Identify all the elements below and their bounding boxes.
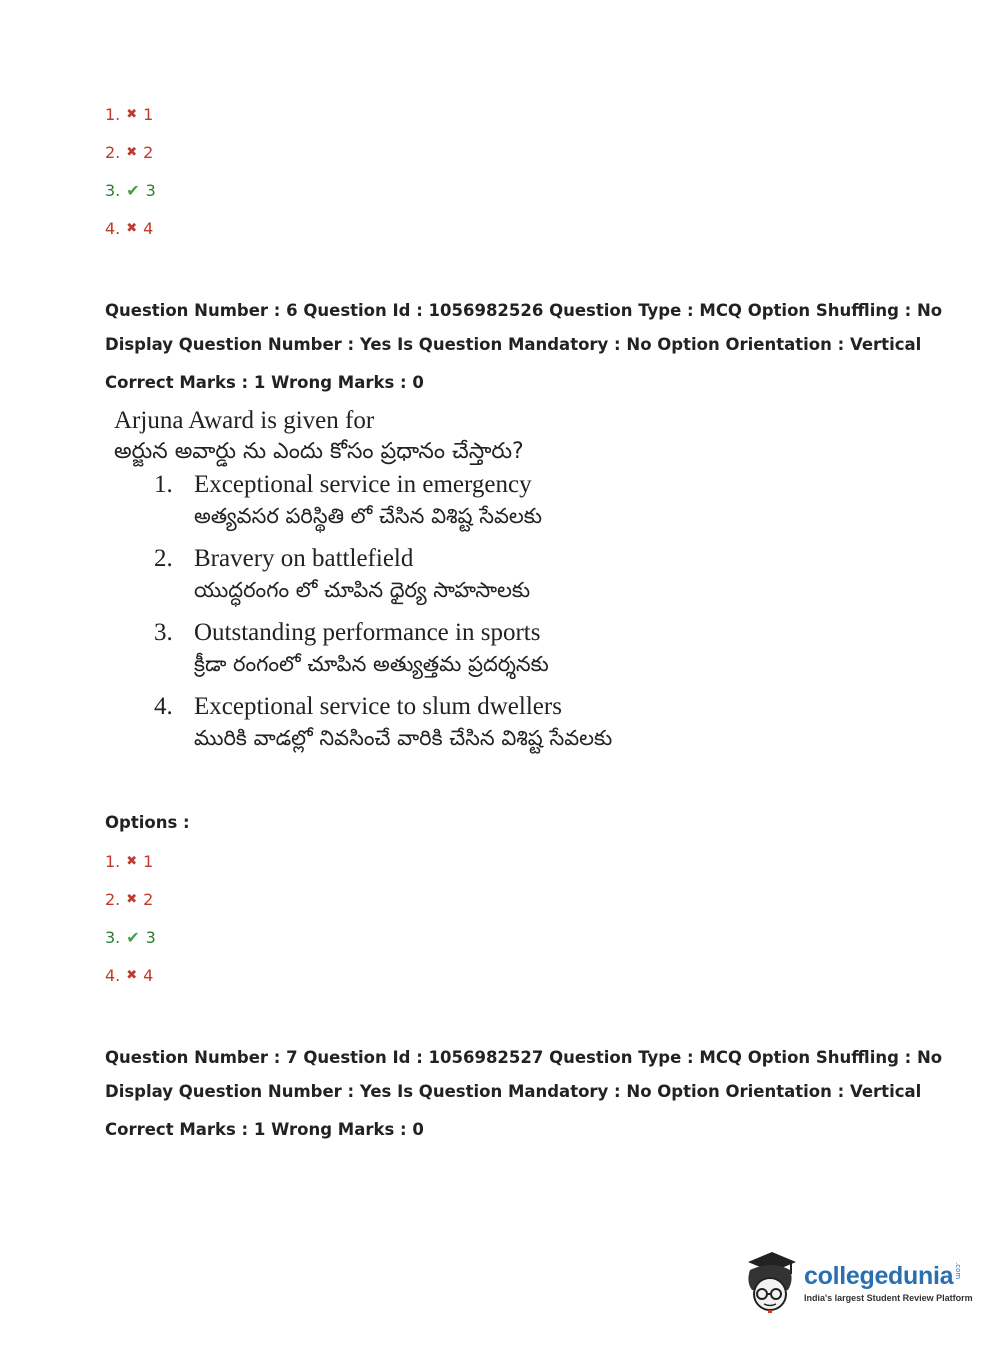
q6-meta-line-2: Display Question Number : Yes Is Question Mandatory : No Option Orientation : Vertical xyxy=(105,335,922,354)
choice-number: 3. xyxy=(154,619,173,646)
check-mark-icon: ✔ xyxy=(126,181,140,200)
wrong-mark-icon: ✖ xyxy=(126,221,138,236)
option-row xyxy=(105,172,156,210)
choice-text-english: Bravery on battlefield xyxy=(194,545,414,572)
option-row xyxy=(105,843,156,881)
wrong-mark-icon: ✖ xyxy=(126,968,138,983)
question-text-telugu: అర్జున అవార్డు ను ఎందు కోసం ప్రధానం చేస్తారు? xyxy=(114,439,524,464)
option-number: 4. xyxy=(105,966,121,985)
choice-text-english: Exceptional service to slum dwellers xyxy=(194,693,562,720)
q6-question-block xyxy=(114,405,612,765)
option-row xyxy=(105,134,156,172)
choice-text-telugu: క్రీడా రంగంలో చూపిన అత్యుత్తమ ప్రదర్శనకు xyxy=(194,652,549,676)
brand-tagline: India's largest Student Review Platform xyxy=(804,1292,973,1303)
choice-text-english: Outstanding performance in sports xyxy=(194,619,541,646)
option-number: 3. xyxy=(105,181,121,200)
option-row xyxy=(105,957,156,995)
check-mark-icon: ✔ xyxy=(126,928,140,947)
q7-meta-line-1: Question Number : 7 Question Id : 1056982527 Question Type : MCQ Option Shuffling : No xyxy=(105,1048,943,1067)
collegedunia-logo xyxy=(742,1250,973,1314)
choice-text-english: Exceptional service in emergency xyxy=(194,471,532,498)
previous-question-options xyxy=(105,96,156,248)
choice-number: 1. xyxy=(154,471,173,498)
option-value: 2 xyxy=(143,890,154,909)
brand-name: collegedunia xyxy=(804,1261,954,1290)
question-text-english: Arjuna Award is given for xyxy=(114,407,375,434)
option-value: 1 xyxy=(143,105,154,124)
wrong-mark-icon: ✖ xyxy=(126,107,138,122)
choice-number: 4. xyxy=(154,693,173,720)
q6-meta-line-3: Correct Marks : 1 Wrong Marks : 0 xyxy=(105,373,424,392)
choice-text-telugu: యుద్ధరంగం లో చూపిన ధైర్య సాహసాలకు xyxy=(194,578,531,602)
options-label: Options : xyxy=(105,813,190,832)
option-value: 3 xyxy=(145,181,156,200)
option-number: 1. xyxy=(105,105,121,124)
option-number: 4. xyxy=(105,219,121,238)
choice-text-telugu: మురికి వాడల్లో నివసించే వారికి చేసిన విశిష్ట సేవలకు xyxy=(194,726,613,750)
brand-domain: .com xyxy=(954,1261,963,1279)
option-row xyxy=(105,96,156,134)
wrong-mark-icon: ✖ xyxy=(126,854,138,869)
option-number: 2. xyxy=(105,890,121,909)
choice-number: 2. xyxy=(154,545,173,572)
answer-choices xyxy=(154,469,612,753)
answer-choice xyxy=(154,543,612,605)
answer-choice xyxy=(154,617,612,679)
choice-text-telugu: అత్యవసర పరిస్థితి లో చేసిన విశిష్ట సేవలకు xyxy=(194,504,542,528)
option-value: 1 xyxy=(143,852,154,871)
option-row xyxy=(105,919,156,957)
mascot-icon xyxy=(742,1250,800,1314)
option-value: 2 xyxy=(143,143,154,162)
option-value: 4 xyxy=(143,966,154,985)
option-row xyxy=(105,881,156,919)
q6-options xyxy=(105,843,156,995)
wrong-mark-icon: ✖ xyxy=(126,892,138,907)
option-number: 2. xyxy=(105,143,121,162)
answer-choice xyxy=(154,469,612,531)
option-number: 3. xyxy=(105,928,121,947)
wrong-mark-icon: ✖ xyxy=(126,145,138,160)
q7-meta-line-3: Correct Marks : 1 Wrong Marks : 0 xyxy=(105,1120,424,1139)
option-row xyxy=(105,210,156,248)
option-value: 3 xyxy=(145,928,156,947)
answer-choice xyxy=(154,691,612,753)
option-value: 4 xyxy=(143,219,154,238)
q7-meta-line-2: Display Question Number : Yes Is Question Mandatory : No Option Orientation : Vertical xyxy=(105,1082,922,1101)
q6-meta-line-1: Question Number : 6 Question Id : 1056982526 Question Type : MCQ Option Shuffling : No xyxy=(105,301,943,320)
option-number: 1. xyxy=(105,852,121,871)
